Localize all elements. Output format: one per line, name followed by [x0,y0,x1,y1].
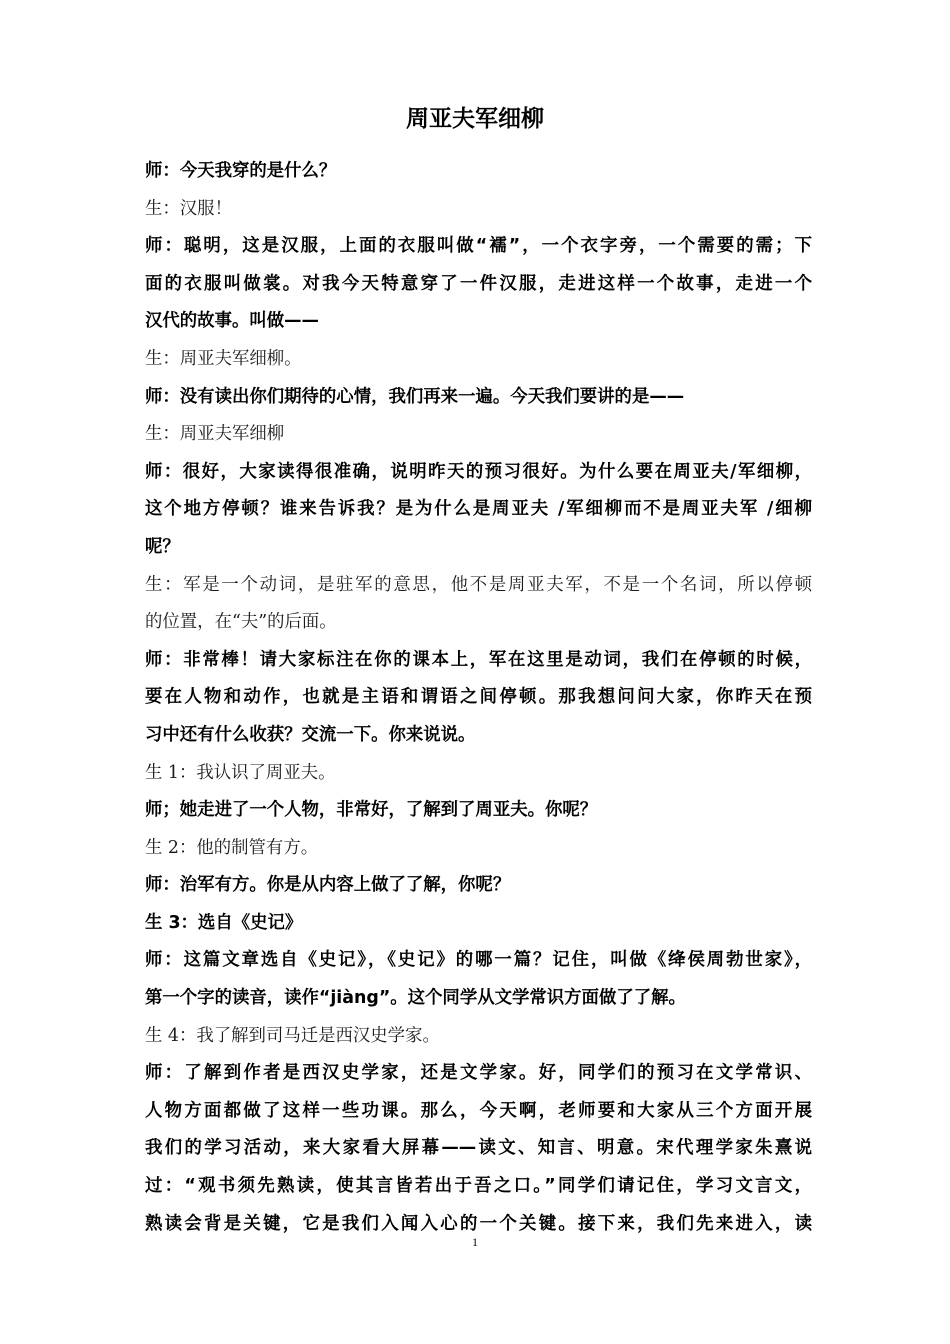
student-line: 生 1：我认识了周亚夫。 [145,762,336,783]
student-line: 的位置，在“夫”的后面。 [145,612,337,633]
teacher-line: 师：治军有方。你是从内容上做了了解，你呢？ [145,875,511,896]
teacher-line: 这个地方停顿？谁来告诉我？是为什么是周亚夫 /军细柳而不是周亚夫军 /细柳 [145,499,812,520]
teacher-line: 习中还有什么收获？交流一下。你来说说。 [145,724,476,745]
teacher-line: 师；她走进了一个人物，非常好，了解到了周亚夫。你呢？ [145,800,598,821]
student-line: 生：周亚夫军细柳。 [145,348,302,369]
student-line: 生：汉服！ [145,198,232,219]
student-line: 生 3：选自《史记》 [145,912,303,933]
teacher-line: 我们的学习活动，来大家看大屏幕——读文、知言、明意。宋代理学家朱熹说 [145,1138,812,1159]
transcript-body [145,153,812,1243]
student-line: 生：军是一个动词，是驻军的意思，他不是周亚夫军，不是一个名词，所以停顿 [145,574,812,595]
student-line: 生：周亚夫军细柳 [145,424,285,445]
teacher-line: 师：非常棒！请大家标注在你的课本上，军在这里是动词，我们在停顿的时候， [145,649,812,670]
teacher-line: 要在人物和动作，也就是主语和谓语之间停顿。那我想问问大家，你昨天在预 [145,687,812,708]
student-line: 生 4：我了解到司马迁是西汉史学家。 [145,1025,440,1046]
teacher-line: 师：很好，大家读得很准确，说明昨天的预习很好。为什么要在周亚夫/军细柳， [145,461,812,482]
teacher-line: 呢？ [145,536,180,557]
teacher-line: 熟读会背是关键，它是我们入闻入心的一个关键。接下来，我们先来进入，读 [145,1213,812,1234]
teacher-line: 人物方面都做了这样一些功课。那么，今天啊，老师要和大家从三个方面开展 [145,1100,812,1121]
teacher-line: 师：聪明，这是汉服，上面的衣服叫做“襦”，一个衣字旁，一个需要的需；下 [145,236,812,257]
teacher-line: 汉代的故事。叫做—— [145,311,319,332]
teacher-line: 过：“观书须先熟读，使其言皆若出于吾之口。”同学们请记住，学习文言文， [145,1176,812,1197]
teacher-line: 第一个字的读音，读作“jiàng”。这个同学从文学常识方面做了了解。 [145,988,686,1009]
teacher-line: 师：这篇文章选自《史记》，《史记》的哪一篇？记住，叫做《绛侯周勃世家》， [145,950,812,971]
teacher-line: 师：今天我穿的是什么？ [145,161,337,181]
teacher-line: 师：了解到作者是西汉史学家，还是文学家。好，同学们的预习在文学常识、 [145,1063,812,1084]
student-line: 生 2：他的制管有方。 [145,837,319,858]
teacher-line: 师：没有读出你们期待的心情，我们再来一遍。今天我们要讲的是—— [145,386,685,407]
page-number: 1 [472,1235,478,1249]
page-title: 周亚夫军细柳 [406,106,544,132]
teacher-line: 面的衣服叫做裳。对我今天特意穿了一件汉服，走进这样一个故事，走进一个 [145,273,812,294]
